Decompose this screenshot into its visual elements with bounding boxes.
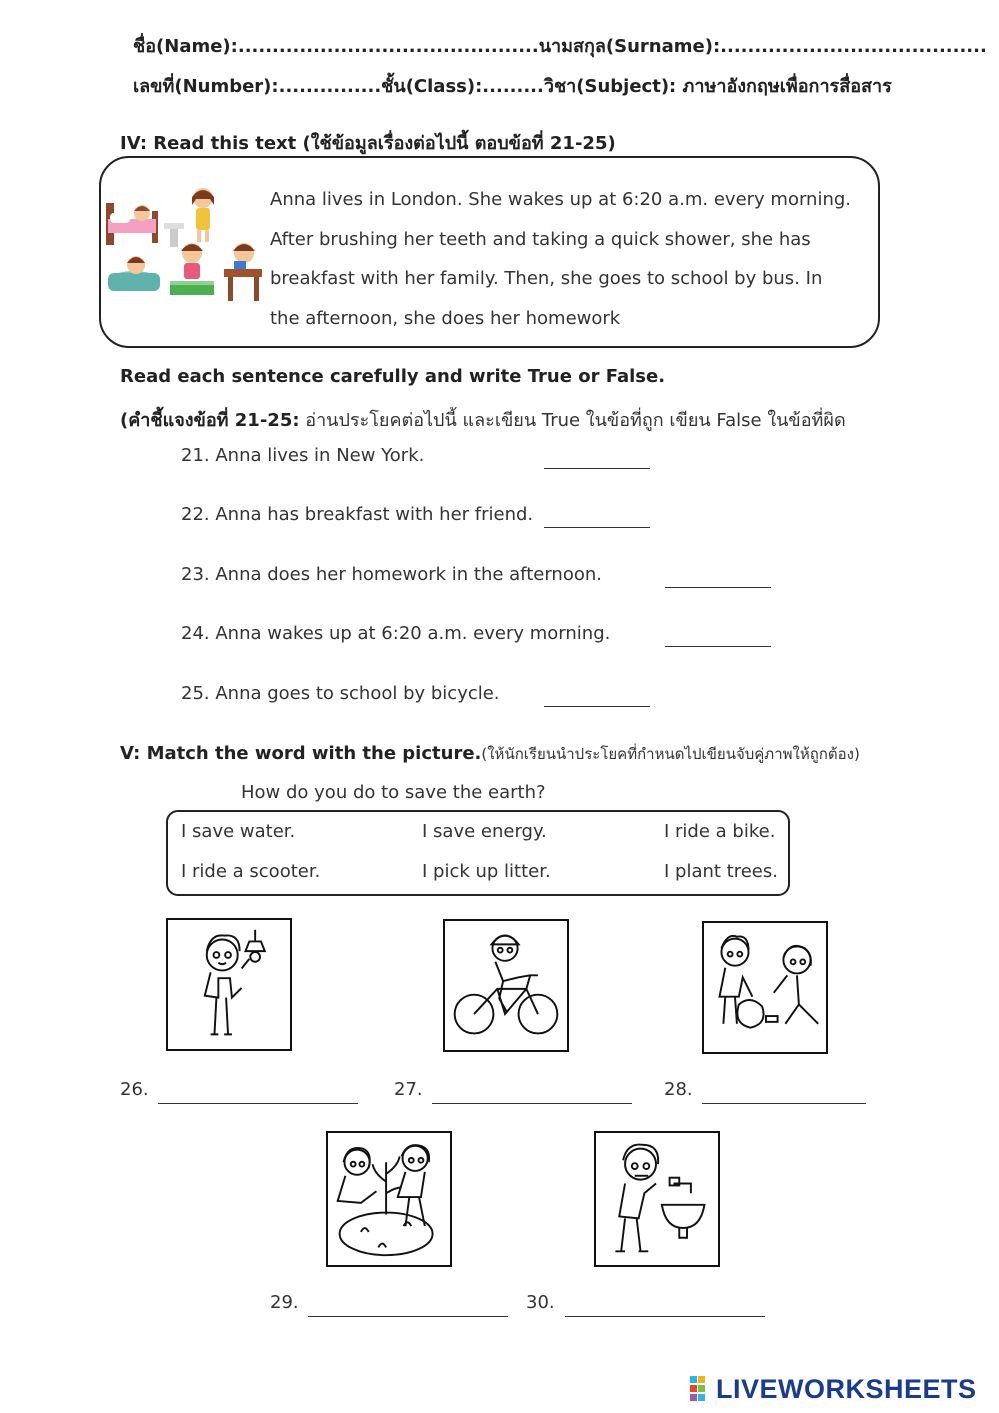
word-plant-trees: I plant trees.: [664, 861, 778, 882]
picture-pick-up-litter: [702, 921, 828, 1054]
save-earth-question: How do you do to save the earth?: [241, 782, 546, 803]
question-21: 21. Anna lives in New York.: [181, 445, 425, 466]
daily-routine-illustration: [104, 183, 264, 305]
question-25: 25. Anna goes to school by bicycle.: [181, 683, 500, 704]
thai-instruction-label: (คำชี้แจงข้อที่ 21-25:: [120, 410, 300, 431]
number-27: 27.: [394, 1079, 423, 1100]
answer-21-input[interactable]: [544, 450, 650, 473]
section-5-title-thai: (ให้นักเรียนนำประโยคที่กำหนดไปเขียนจับคู่ภาพให้ถูกต้อง): [481, 745, 860, 763]
passage-line: breakfast with her family. Then, she goes to school by bus. In: [270, 268, 823, 289]
answer-24-input[interactable]: [665, 628, 771, 651]
picture-ride-bike: [443, 919, 569, 1052]
answer-25-input[interactable]: [544, 688, 650, 711]
number-30: 30.: [526, 1292, 555, 1313]
picture-save-water: [594, 1131, 720, 1267]
answer-22-input[interactable]: [544, 509, 650, 532]
answer-26-input[interactable]: [158, 1085, 358, 1108]
word-ride-bike: I ride a bike.: [664, 821, 776, 842]
logo-text: LIVEWORKSHEETS: [716, 1374, 977, 1404]
section-5-title: [120, 742, 860, 766]
question-24: 24. Anna wakes up at 6:20 a.m. every morning.: [181, 623, 611, 644]
question-23: 23. Anna does her homework in the afternoon.: [181, 564, 602, 585]
liveworksheets-logo: [690, 1374, 977, 1405]
question-22: 22. Anna has breakfast with her friend.: [181, 504, 534, 525]
thai-instruction: [120, 405, 846, 434]
word-save-energy: I save energy.: [422, 821, 547, 842]
thai-instruction-text: อ่านประโยคต่อไปนี้ และเขียน True ในข้อที่ถูก เขียน False ในข้อที่ผิด: [299, 410, 846, 431]
word-save-water: I save water.: [181, 821, 296, 842]
section-4-title: IV: Read this text (ใช้ข้อมูลเรื่องต่อไปนี้ ตอบข้อที่ 21-25): [120, 133, 616, 154]
true-false-instruction: Read each sentence carefully and write True or False.: [120, 366, 666, 387]
number-28: 28.: [664, 1079, 693, 1100]
reading-passage: [270, 180, 870, 338]
section-5-title-bold: V: Match the word with the picture.: [120, 743, 482, 764]
word-ride-scooter: I ride a scooter.: [181, 861, 321, 882]
answer-27-input[interactable]: [432, 1085, 632, 1108]
picture-save-energy: [166, 918, 292, 1051]
answer-28-input[interactable]: [702, 1085, 866, 1108]
number-26: 26.: [120, 1079, 149, 1100]
picture-plant-trees: [326, 1131, 452, 1267]
passage-line: the afternoon, she does her homework: [270, 307, 621, 329]
logo-blocks-icon: [690, 1376, 716, 1404]
word-pick-litter: I pick up litter.: [422, 861, 551, 882]
name-line: ชื่อ(Name):............................................นามสกุล(Surname):.......................................: [133, 36, 987, 57]
passage-line: After brushing her teeth and taking a quick shower, she has: [270, 228, 811, 250]
number-29: 29.: [270, 1292, 299, 1313]
number-class-line: เลขที่(Number):...............ชั้น(Class):.........วิชา(Subject): ภาษาอังกฤษเพื่อการสื่อสาร: [133, 76, 892, 97]
answer-30-input[interactable]: [565, 1298, 765, 1321]
answer-29-input[interactable]: [308, 1298, 508, 1321]
passage-line: Anna lives in London. She wakes up at 6:20 a.m. every morning.: [270, 189, 852, 210]
answer-23-input[interactable]: [665, 569, 771, 592]
